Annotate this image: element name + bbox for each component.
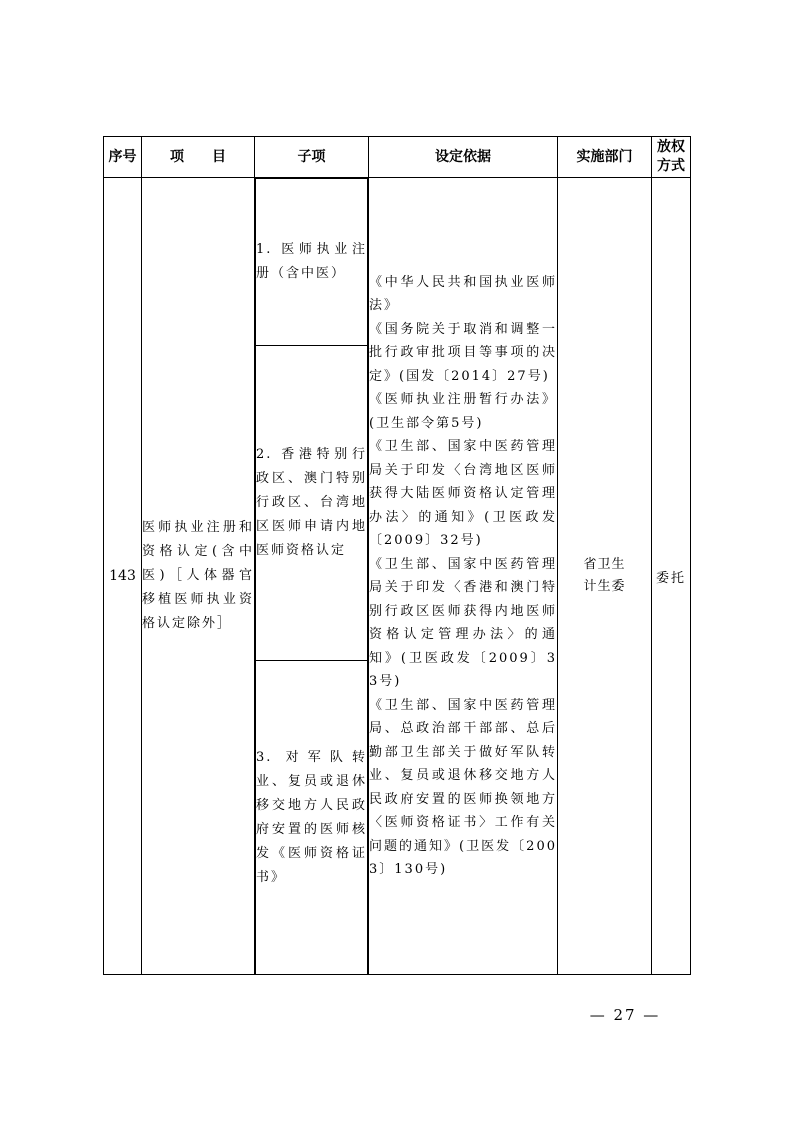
header-mode-line1: 放权 <box>657 139 685 155</box>
item-table <box>103 136 691 975</box>
list-item <box>256 179 368 346</box>
header-dept: 实施部门 <box>558 137 652 178</box>
subitem-3: 3. 对军队转业、复员或退休移交地方人民政府安置的医师核发《医师资格证书》 <box>256 749 367 885</box>
list-item <box>256 346 368 661</box>
list-item <box>256 661 368 974</box>
header-mode-line2: 方式 <box>657 158 685 174</box>
header-subitem: 子项 <box>255 137 369 178</box>
row-item <box>142 178 255 975</box>
header-item: 项 目 <box>142 137 255 178</box>
row-basis-text: 《中华人民共和国执业医师法》 《国务院关于取消和调整一批行政审批项目等事项的决定》(国发〔2014〕27号) 《医师执业注册暂行办法》(卫生部令第5号) 《卫生部、国家中医药管理局关于印发〈台湾地区医师获得大陆医师资格认定管理办法〉的通知》(卫医政发〔2009〕32号) 《卫生部、国家中医药管理局关于印发〈香港和澳门特别行政区医师获得内地医师资格认定管理办法〉的通知》(卫医政发〔2009〕33号) 《卫生部、国家中医药管理局、总政治部干部部、总后勤部卫生部关于做好军队转业、复员或退休移交地方人民政府安置的医师换领地方〈医师资格证书〉工作有关问题的通知》(卫医发〔2003〕130号) <box>369 274 557 877</box>
subitem-1: 1. 医师执业注册（含中医） <box>256 242 367 282</box>
subitem-list <box>255 178 368 974</box>
row-dept-text: 省卫生计生委 <box>583 557 626 594</box>
header-basis: 设定依据 <box>369 137 558 178</box>
row-item-text: 医师执业注册和资格认定(含中医)［人体器官移植医师执业资格认定除外］ <box>142 520 254 631</box>
table-row <box>104 178 691 975</box>
table-header-row <box>104 137 691 178</box>
header-seq: 序号 <box>104 137 142 178</box>
subitem-cell <box>255 178 369 975</box>
row-mode: 委托 <box>652 178 691 975</box>
row-dept <box>558 178 652 975</box>
header-mode <box>652 137 691 178</box>
subitem-2: 2. 香港特别行政区、澳门特别行政区、台湾地区医师申请内地医师资格认定 <box>256 447 367 559</box>
row-basis <box>369 178 558 975</box>
row-seq: 143 <box>104 178 142 975</box>
page-number: — 27 — <box>589 1006 661 1024</box>
